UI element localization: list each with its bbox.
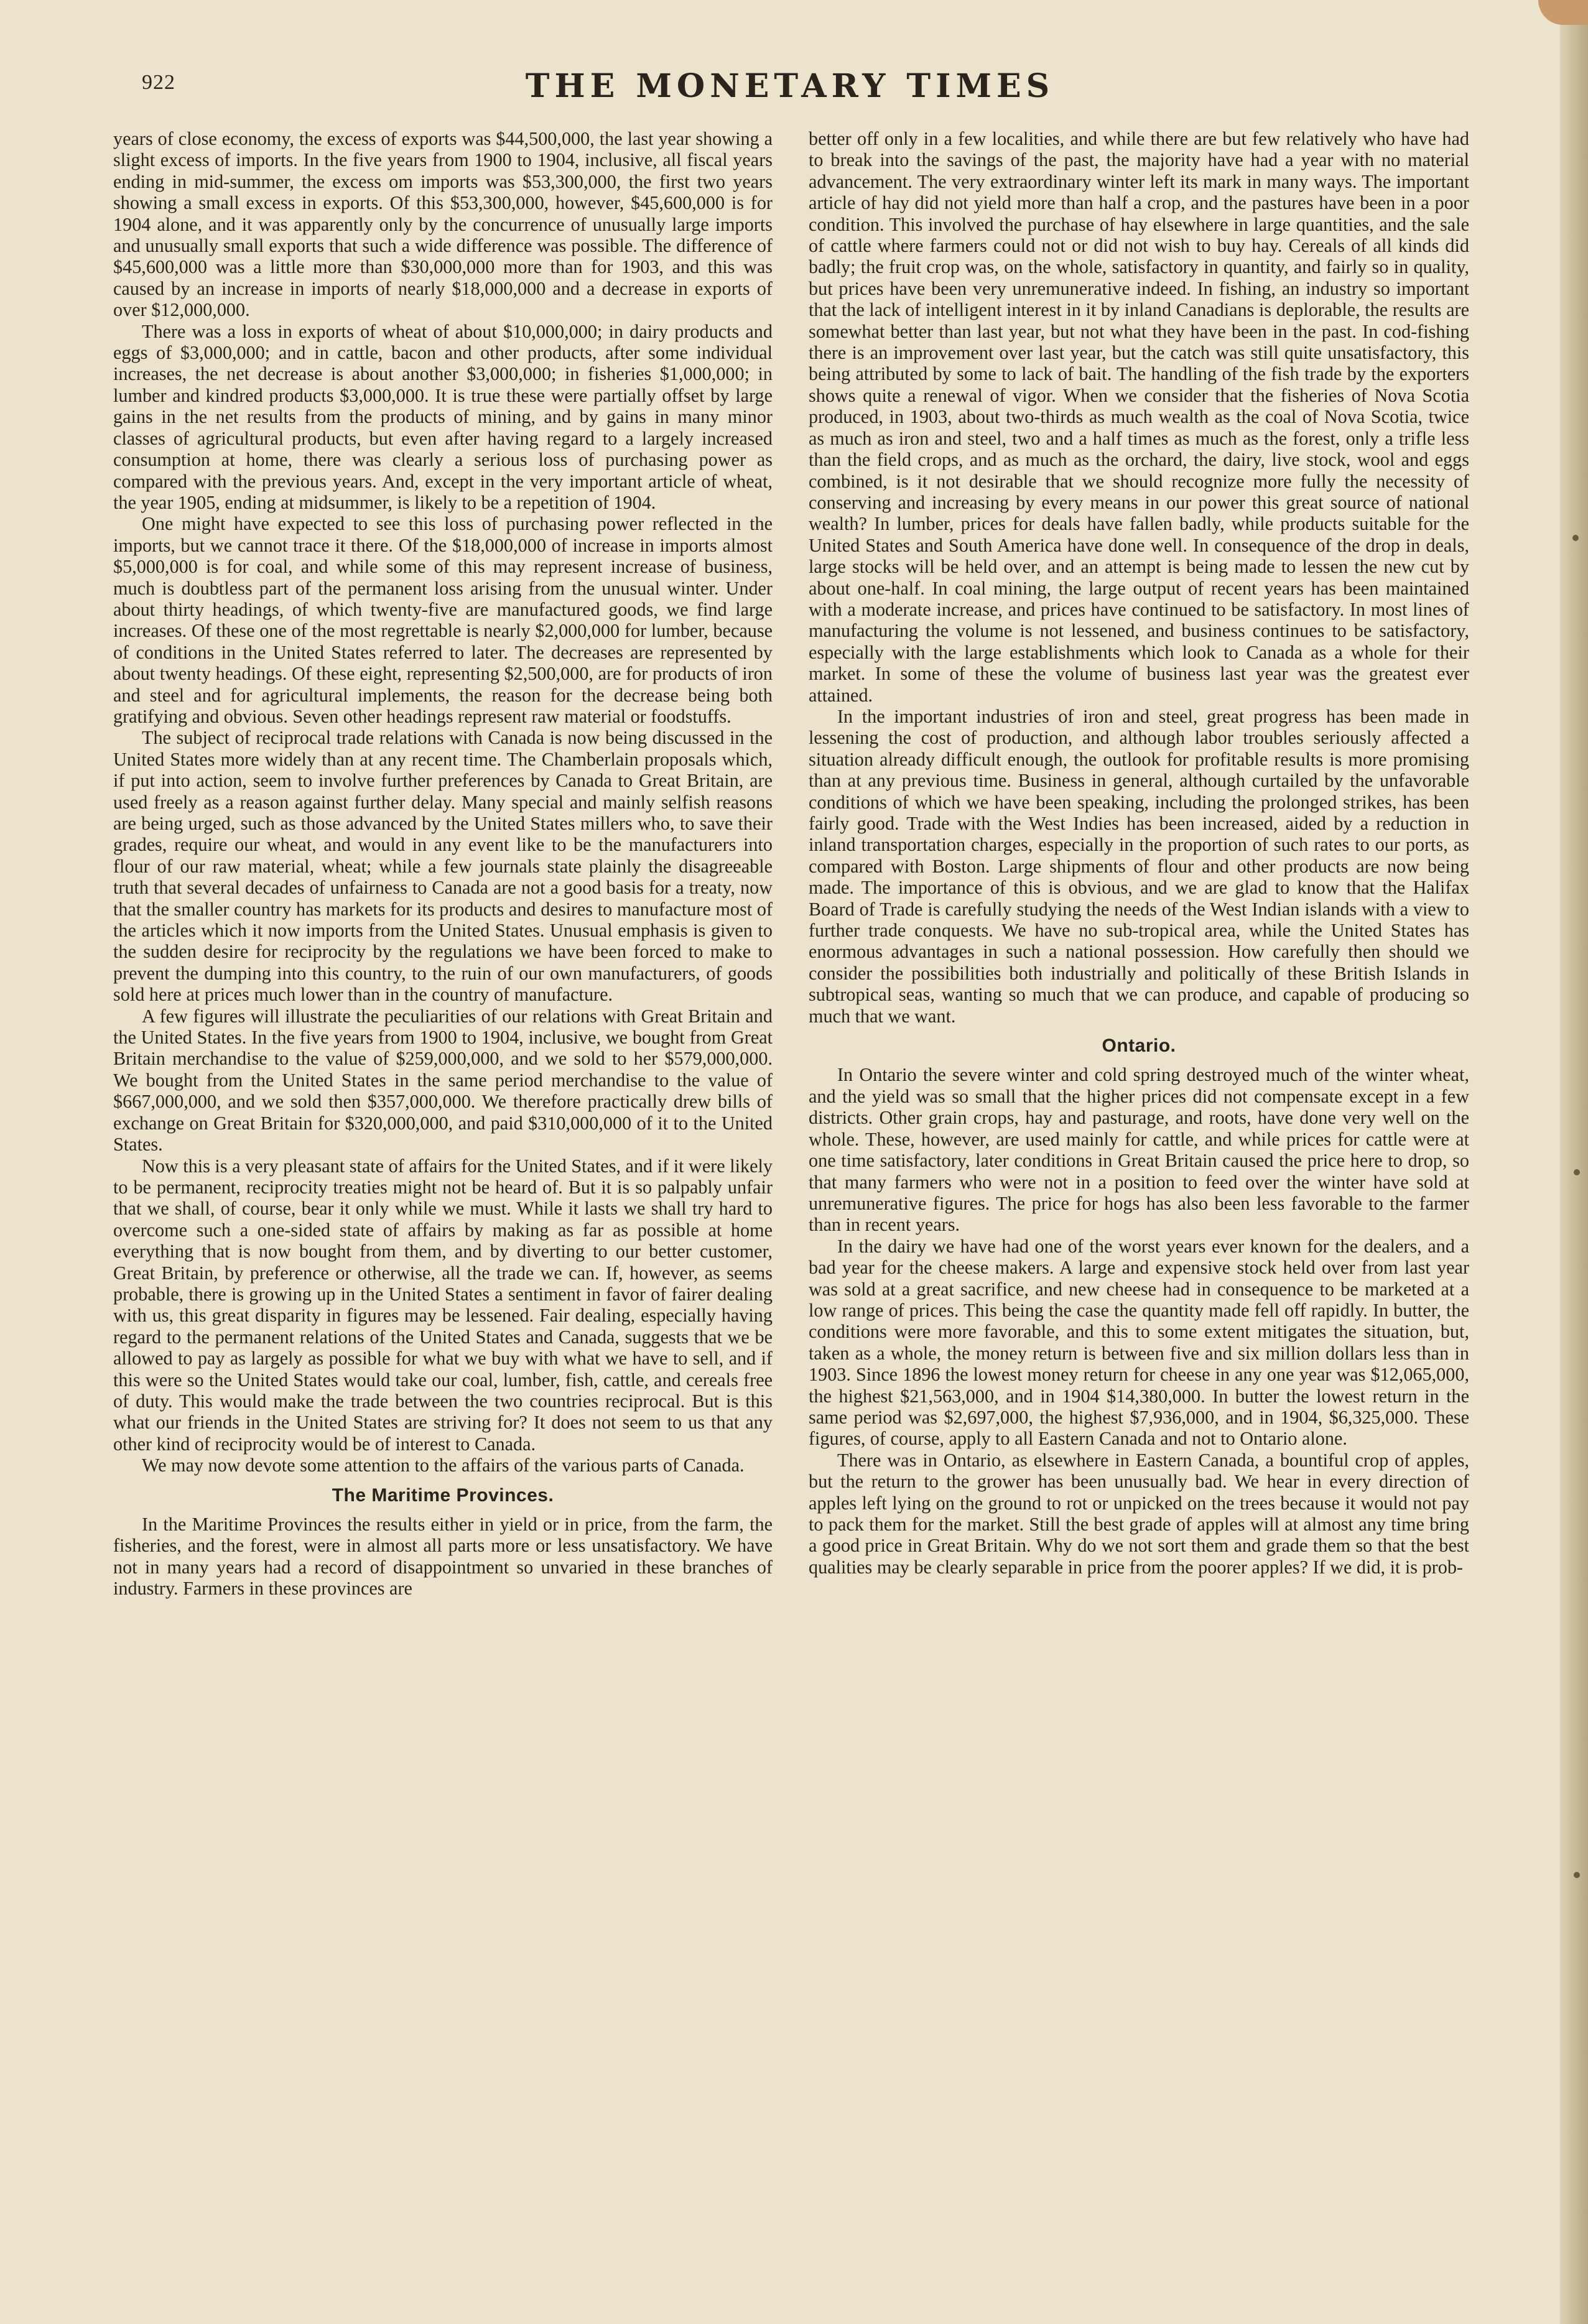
paragraph: Now this is a very pleasant state of affairs for the United States, and if it were likely to be permanent, reciprocity treaties might not be heard of. But it is so palpably unfair that we shall, of course, bear it only while we must. While it lasts we shall try hard to overcome such a one-sided state of affairs by making as far as possible at home everything that is now bought from them, and by diverting to our better customer, Great Britain, by preference or otherwise, all the trade we can. If, however, as seems probable, there is growing up in the United States a sentiment in favor of fairer dealing with us, this great disparity in figures may be lessened. Fair dealing, especially having regard to the permanent relations of the United States and Canada, suggests that we be allowed to pay as largely as possible for what we buy with what we have to sell, and if this were so the United States would take our coal, lumber, fish, cattle, and cereals free of duty. This would make the trade between the two countries reciprocal. But is this what our friends in the United States are striving for? It does not seem to us that any other kind of reciprocity would be of interest to Canada. (113, 1155, 773, 1455)
paragraph: In the dairy we have had one of the worst years ever known for the dealers, and a bad year for the cheese makers. A large and expensive stock held over from last year was sold at a great sacrifice, and new cheese had in consequence to be marketed at a low range of prices. This being the case the quantity made fell off rapidly. In butter, the conditions were more favorable, and this to some extent mitigates the situation, but, taken as a whole, the money return is between five and six million dollars less than in 1903. Since 1896 the lowest money return for cheese in any one year was $12,065,000, the highest $21,563,000, and in 1904 $14,380,000. In butter the lowest return in the same period was $2,697,000, the highest $7,936,000, and in 1904, $6,325,000. These figures, of course, apply to all Eastern Canada and not to Ontario alone. (809, 1235, 1469, 1450)
margin-mark (1574, 1169, 1580, 1175)
margin-mark (1574, 1872, 1580, 1878)
left-column (113, 128, 773, 1599)
paragraph: There was in Ontario, as elsewhere in Eastern Canada, a bountiful crop of apples, but the return to the grower has been unusually bad. We hear in every direction of apples left lying on the ground to rot or unpicked on the trees because it would not pay to pack them for the market. Still the best grade of apples will at almost any time bring a good price in Great Britain. Why do we not sort them and grade them so that the best qualities may be clearly separable in price from the poorer apples? If we did, it is prob- (809, 1449, 1469, 1578)
right-column (809, 128, 1469, 1578)
page-number: 922 (142, 71, 175, 94)
paragraph: years of close economy, the excess of exports was $44,500,000, the last year showing a slight excess of imports. In the five years from 1900 to 1904, inclusive, all fiscal years ending in mid-summer, the excess om imports was $53,300,000, the first two years showing a small excess in exports. Of this $53,300,000, however, $45,600,000 is for 1904 alone, and it was apparently only by the concurrence of unusually large imports and unusually small exports that such a wide difference was possible. The difference of $45,600,000 was a little more than $30,000,000 more than for 1903, and this was caused by an increase in imports of nearly $18,000,000 and a decrease in exports of over $12,000,000. (113, 128, 773, 321)
paragraph: There was a loss in exports of wheat of about $10,000,000; in dairy products and eggs of $3,000,000; and in cattle, bacon and other products, after some individual increases, the net decrease is about another $3,000,000; in fisheries $1,000,000; in lumber and kindred products $3,000,000. It is true these were partially offset by large gains in the net results from the products of mining, and by gains in many minor classes of agricultural products, but even after having regard to a largely increased consumption at home, there was clearly a serious loss of purchasing power as compared with the previous years. And, except in the very important article of wheat, the year 1905, ending at midsummer, is likely to be a repetition of 1904. (113, 320, 773, 513)
paragraph: better off only in a few localities, and while there are but few relatively who have had to break into the savings of the past, the majority have had a year with no material advancement. The very extraordinary winter left its mark in many ways. The important article of hay did not yield more than half a crop, and the pastures have been in a poor condition. This involved the purchase of hay elsewhere in large quantities, and the sale of cattle where farmers could not or did not wish to buy hay. Cereals of all kinds did badly; the fruit crop was, on the whole, satisfactory in quantity, and fairly so in quality, but prices have been very unremunerative indeed. In fishing, an industry so important that the lack of intelligent interest in it by inland Canadians is deplorable, the results are somewhat better than last year, but not what they have been in the past. In cod-fishing there is an improvement over last year, but the catch was still quite unsatisfactory, this being attributed by some to lack of bait. The handling of the fish trade by the exporters shows quite a renewal of vigor. When we consider that the fisheries of Nova Scotia produced, in 1903, about two-thirds as much wealth as the coal of Nova Scotia, twice as much as iron and steel, two and a half times as much as the forest, only a trifle less than the field crops, and as much as the orchard, the dairy, live stock, wool and eggs combined, is it not desirable that we should recognize more fully the necessity of conserving and increasing by every means in our power this great source of national wealth? In lumber, prices for deals have fallen badly, while products suitable for the United States and South America have done well. In consequence of the drop in deals, large stocks will be held over, and an attempt is being made to lessen the new cut by about one-half. In coal mining, the large output of recent years has been maintained with a moderate increase, and prices have continued to be satisfactory. In most lines of manufacturing the volume is not lessened, and business continues to be satisfactory, especially with the large establishments which look to Canada as a whole for their market. In some of these the volume of business last year was the greatest ever attained. (809, 128, 1469, 706)
paragraph: In the important industries of iron and steel, great progress has been made in lessening the cost of production, and although labor troubles seriously affected a situation already difficult enough, the outlook for profitable results is more promising than at any previous time. Business in general, although curtailed by the unfavorable conditions of which we have been speaking, including the prolonged strikes, has been fairly good. Trade with the West Indies has been increased, aided by a reduction in inland transportation charges, especially in the proportion of such rates to our ports, as compared with Boston. Large shipments of flour and other products are now being made. The importance of this is obvious, and we are glad to know that the Halifax Board of Trade is carefully studying the needs of the West Indian islands with a view to further trade conquests. We have no sub-tropical area, while the United States has enormous advantages in such a national possession. How carefully then should we consider the possibilities both industrially and politically of these British Islands in subtropical seas, wanting so much that we can produce, and capable of producing so much that we want. (809, 705, 1469, 1027)
margin-mark (1572, 535, 1579, 541)
paragraph: The subject of reciprocal trade relations with Canada is now being discussed in the United States more widely than at any recent time. The Chamberlain proposals which, if put into action, seem to involve further preferences by Canada to Great Britain, are used freely as a reason against further delay. Many special and mainly selfish reasons are being urged, such as those advanced by the United States millers who, to save their grades, require our wheat, and would in any event like to be the manufacturers into flour of our raw material, wheat; while a few journals state plainly the disagreeable truth that several decades of unfairness to Canada are not a good basis for a treaty, now that the smaller country has markets for its products and desires to manufacture most of the articles which it now imports from the United States. Unusual emphasis is given to the sudden desire for reciprocity by the regulations we have been forced to make to prevent the dumping into this country, to the ruin of our own manufacturers, of goods sold here at prices much lower than in the country of manufacture. (113, 727, 773, 1006)
corner-stain (1538, 0, 1588, 25)
page-header (112, 67, 1468, 111)
paragraph: In the Maritime Provinces the results either in yield or in price, from the farm, the fisheries, and the forest, were in almost all parts more or less unsatisfactory. We have not in many years had a record of disappointment so unvaried in these branches of industry. Farmers in these provinces are (113, 1514, 773, 1599)
paragraph: We may now devote some attention to the affairs of the various parts of Canada. (142, 1455, 745, 1476)
paragraph: One might have expected to see this loss of purchasing power reflected in the imports, but we cannot trace it there. Of the $18,000,000 of increase in imports almost $5,000,000 is for coal, and while some of this may represent increase of business, much is doubtless part of the permanent loss arising from the unusual winter. Under about thirty headings, of which twenty-five are manufactured goods, we find large increases. Of these one of the most regrettable is nearly $2,000,000 for lumber, because of conditions in the United States referred to later. The decreases are represented by about twenty headings. Of these eight, representing $2,500,000, are for products of iron and steel and for agricultural implements, the reason for the decrease being both gratifying and obvious. Seven other headings represent raw material or foodstuffs. (113, 513, 773, 727)
section-heading-maritime: The Maritime Provinces. (332, 1484, 554, 1506)
page-spine-shadow (1560, 0, 1588, 2324)
running-title: THE MONETARY TIMES (525, 67, 1055, 105)
paragraph: In Ontario the severe winter and cold spring destroyed much of the winter wheat, and the yield was so small that the higher prices did not compensate except in a few districts. Other grain crops, hay and pasturage, and roots, have done very well on the whole. These, however, are used mainly for cattle, and while prices for cattle were at one time satisfactory, later conditions in Great Britain caused the price here to drop, so that many farmers who were not in a position to feed over the winter have sold at unremunerative figures. The price for hogs has also been less favorable to the farmer than in recent years. (809, 1064, 1469, 1236)
section-heading-ontario: Ontario. (1102, 1035, 1176, 1057)
paragraph: A few figures will illustrate the peculiarities of our relations with Great Britain and the United States. In the five years from 1900 to 1904, inclusive, we bought from Great Britain merchandise to the value of $259,000,000, and we sold to her $579,000,000. We bought from the United States in the same period merchandise to the value of $667,000,000, and we sold then $357,000,000. We therefore practically drew bills of exchange on Great Britain for $320,000,000, and paid $310,000,000 of it to the United States. (113, 1005, 773, 1155)
